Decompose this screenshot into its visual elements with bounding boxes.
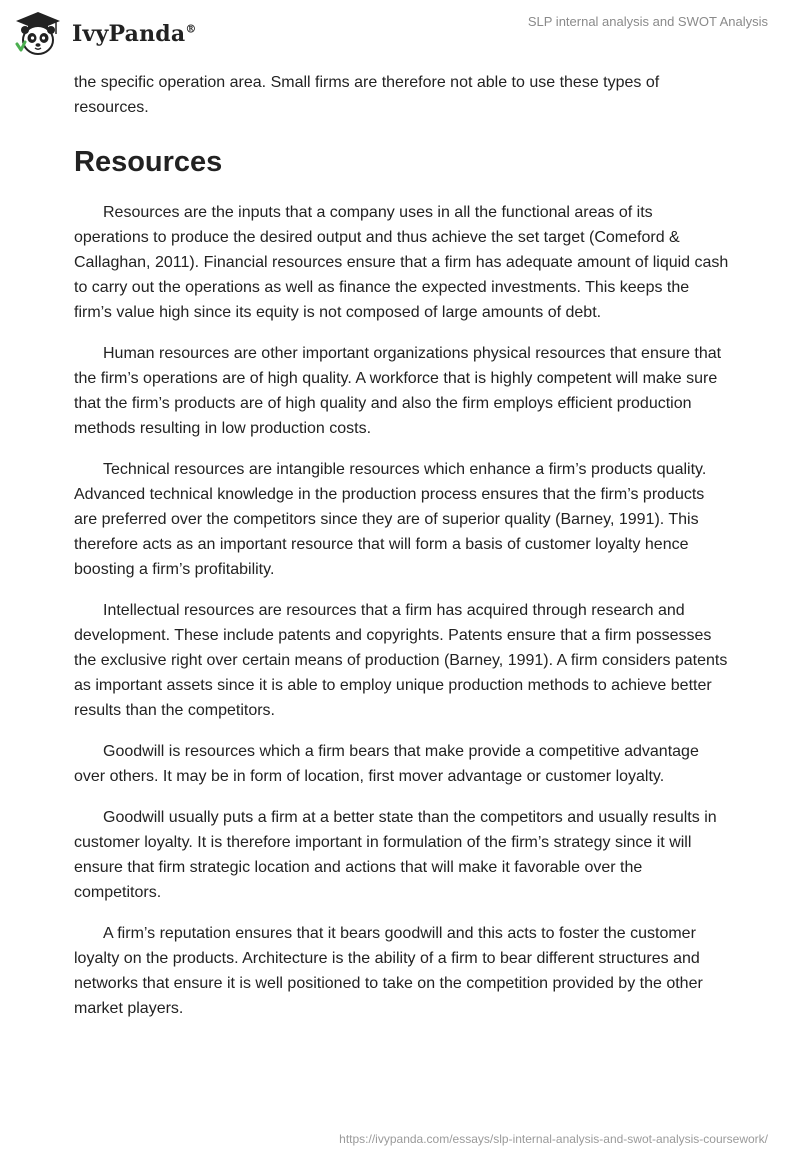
registered-mark: ®	[185, 22, 197, 36]
page-header	[0, 0, 800, 66]
essay-body	[74, 70, 730, 1037]
paragraph: Intellectual resources are resources that a firm has acquired through research and development. These include patents and copyrights. Patents ensure that a firm possesses the exclusive right over certain means of production (Barney, 1991). A firm considers patents as important assets since it is able to employ unique production methods to achieve better results than the competitors.	[74, 602, 728, 719]
brand-name: IvyPanda®	[72, 21, 197, 47]
paragraph: A firm’s reputation ensures that it bears goodwill and this acts to foster the customer loyalty on the products. Architecture is the ability of a firm to bear different structures and networks that ensure it is well positioned to take on the competition provided by the other market players.	[74, 925, 703, 1017]
paragraph: Technical resources are intangible resources which enhance a firm’s products quality. Advanced technical knowledge in the production process ensures that the firm’s products are preferred over the competitors since they are of superior quality (Barney, 1991). This therefore acts as an important resource that will form a basis of customer loyalty hence boosting a firm’s profitability.	[74, 461, 707, 578]
brand-logo[interactable]	[14, 10, 197, 58]
lead-paragraph: the specific operation area. Small firms are therefore not able to use these types of resources.	[74, 74, 660, 116]
paragraph: Goodwill is resources which a firm bears that make provide a competitive advantage over others. It may be in form of location, first mover advantage or customer loyalty.	[74, 743, 699, 785]
panda-graduate-icon	[14, 10, 62, 58]
paragraph: Goodwill usually puts a firm at a better state than the competitors and usually results in customer loyalty. It is therefore important in formulation of the firm’s strategy since it will ensure that firm strategic location and actions that will make it favorable over the competitors.	[74, 809, 717, 901]
section-heading: Resources	[74, 146, 223, 178]
source-url-link[interactable]: https://ivypanda.com/essays/slp-internal-analysis-and-swot-analysis-coursework/	[339, 1132, 768, 1146]
paragraph: Human resources are other important organizations physical resources that ensure that the firm’s operations are of high quality. A workforce that is highly competent will make sure that the firm’s products are of high quality and also the firm employs efficient production methods resulting in low production costs.	[74, 345, 722, 437]
paragraph: Resources are the inputs that a company uses in all the functional areas of its operations to produce the desired output and thus achieve the set target (Comeford & Callaghan, 2011). Financial resources ensure that a firm has adequate amount of liquid cash to carry out the operations as well as finance the expected investments. This keeps the firm’s value high since its equity is not composed of large amounts of debt.	[74, 204, 729, 321]
document-title: SLP internal analysis and SWOT Analysis	[527, 14, 768, 29]
